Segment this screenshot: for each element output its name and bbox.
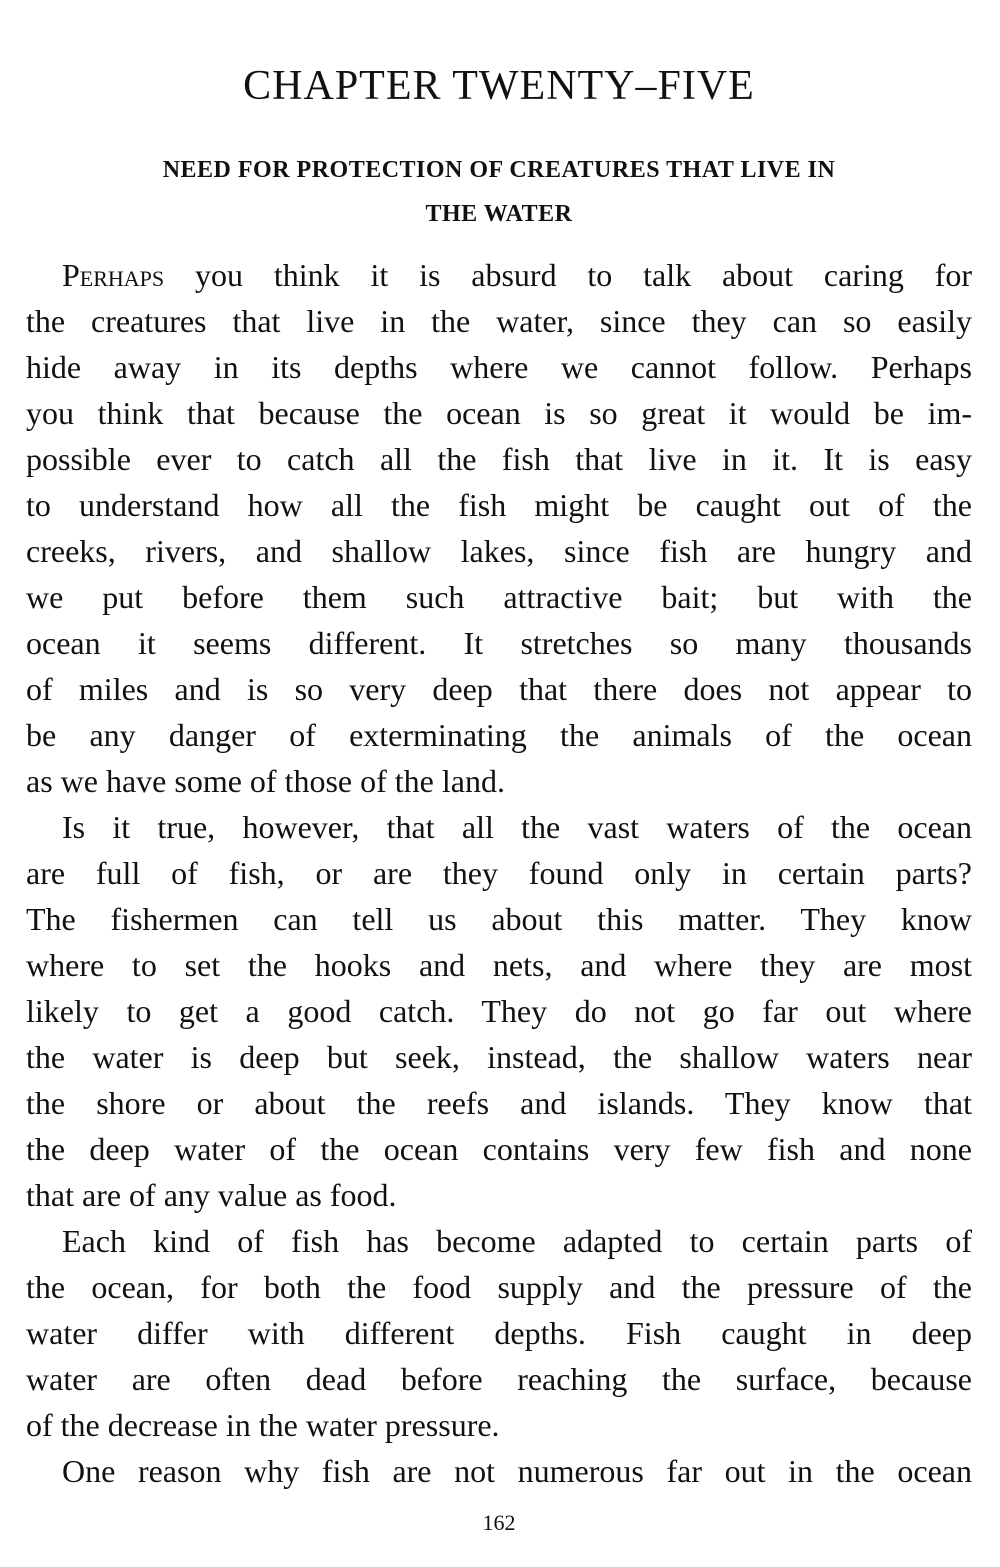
text-line: hide away in its depths where we cannot follow. Perhaps	[26, 349, 972, 385]
lead-word: Perhaps	[62, 257, 165, 293]
text-line: the water is deep but seek, instead, the shallow waters near	[26, 1039, 972, 1075]
text-line: water are often dead before reaching the surface, because	[26, 1361, 972, 1397]
text-line: be any danger of exterminating the animals of the ocean	[26, 717, 972, 753]
text-line: are full of fish, or are they found only in certain parts?	[26, 855, 972, 891]
book-page	[26, 0, 972, 1567]
first-line-rest: you think it is absurd to talk about caring for	[164, 257, 972, 293]
text-line: likely to get a good catch. They do not go far out where	[26, 993, 972, 1029]
text-line: we put before them such attractive bait; but with the	[26, 579, 972, 615]
page-number: 162	[482, 1510, 516, 1535]
text-line: to understand how all the fish might be caught out of the	[26, 487, 972, 523]
text-line: water differ with different depths. Fish caught in deep	[26, 1315, 972, 1351]
text-line: possible ever to catch all the fish that live in it. It is easy	[26, 441, 972, 477]
section-heading-line-1: NEED FOR PROTECTION OF CREATURES THAT LIVE IN	[162, 157, 836, 183]
text-line: as we have some of those of the land.	[26, 763, 505, 799]
text-line: you think that because the ocean is so great it would be im-	[26, 395, 972, 431]
text-line: of the decrease in the water pressure.	[26, 1407, 500, 1443]
text-line: One reason why fish are not numerous far out in the ocean	[62, 1453, 972, 1489]
text-line: the creatures that live in the water, since they can so easily	[26, 303, 972, 339]
text-line: creeks, rivers, and shallow lakes, since fish are hungry and	[26, 533, 972, 569]
text-line	[26, 252, 972, 298]
chapter-title: CHAPTER TWENTY–FIVE	[243, 63, 755, 109]
section-heading	[46, 148, 952, 236]
body-text	[26, 252, 972, 1494]
text-line: that are of any value as food.	[26, 1177, 397, 1213]
text-line: Each kind of fish has become adapted to certain parts of	[62, 1223, 972, 1259]
text-line: ocean it seems different. It stretches so many thousands	[26, 625, 972, 661]
text-line: the shore or about the reefs and islands. They know that	[26, 1085, 972, 1121]
paragraph-4	[26, 1448, 972, 1494]
text-line: where to set the hooks and nets, and where they are most	[26, 947, 972, 983]
section-heading-line-2: THE WATER	[425, 201, 573, 227]
text-line: of miles and is so very deep that there does not appear to	[26, 671, 972, 707]
paragraph-1	[26, 252, 972, 804]
paragraph-2	[26, 804, 972, 1218]
paragraph-3	[26, 1218, 972, 1448]
text-line: Is it true, however, that all the vast waters of the ocean	[62, 809, 972, 845]
text-line: the ocean, for both the food supply and the pressure of the	[26, 1269, 972, 1305]
text-line: The fishermen can tell us about this matter. They know	[26, 901, 972, 937]
text-line: the deep water of the ocean contains very few fish and none	[26, 1131, 972, 1167]
